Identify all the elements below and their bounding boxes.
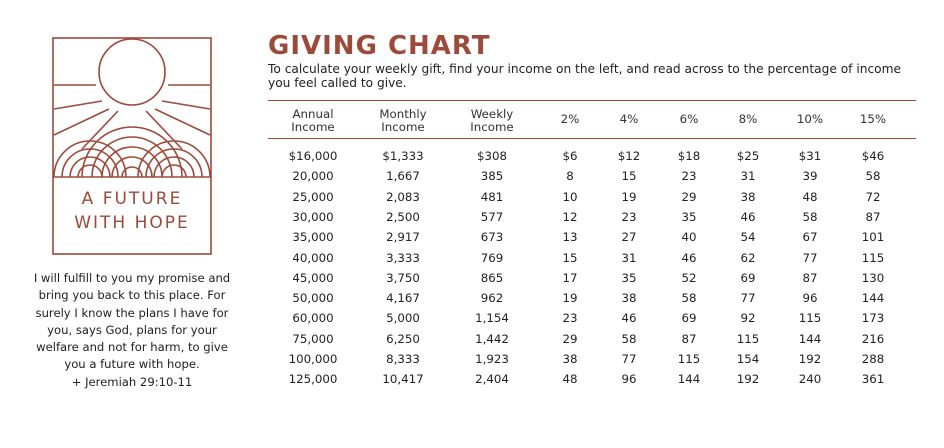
- column-header-line: 2%: [560, 112, 580, 126]
- column-header-line: Income: [470, 120, 514, 134]
- table-cell: 192: [736, 372, 760, 387]
- table-cell: 15: [562, 250, 578, 265]
- quote-line: welfare and not for harm, to give: [36, 340, 228, 355]
- table-cell: 46: [621, 311, 637, 326]
- logo-line-1: A FUTURE: [81, 189, 183, 209]
- table-cell: 4,167: [386, 291, 420, 306]
- table-cell: 101: [861, 230, 885, 245]
- table-cell: 1,154: [475, 311, 509, 326]
- column-header-weekly-income: [447, 108, 537, 134]
- table-cell: 8,333: [386, 352, 420, 366]
- table-cell: 13: [562, 230, 578, 245]
- table-cell: 23: [681, 169, 697, 184]
- table-cell: 23: [621, 209, 637, 224]
- table-cell: 29: [562, 331, 578, 346]
- table-cell: 361: [861, 372, 885, 387]
- table-cell: 50,000: [292, 291, 334, 306]
- table-cell: 96: [802, 291, 818, 306]
- quote-line: you, says God, plans for your: [47, 322, 217, 337]
- table-cell: 1,923: [475, 352, 509, 366]
- table-cell: $6: [562, 149, 578, 163]
- table-cell: 173: [861, 311, 885, 326]
- table-cell: 481: [480, 189, 504, 204]
- table-cell: 72: [865, 189, 881, 204]
- table-cell: 130: [861, 270, 885, 285]
- table-cell: 8: [566, 169, 574, 184]
- table-cell: 62: [740, 250, 756, 265]
- column-header-line: 10%: [796, 112, 824, 126]
- table-cell: $46: [861, 149, 885, 163]
- logo-text: [54, 187, 210, 235]
- table-cell: 144: [677, 372, 701, 387]
- table-cell: 60,000: [292, 311, 334, 326]
- column-header-line: 6%: [679, 112, 699, 126]
- table-cell: 5,000: [386, 311, 420, 326]
- logo-line-2: WITH HOPE: [74, 213, 190, 233]
- table-cell: 192: [798, 352, 822, 366]
- table-cell: 125,000: [288, 372, 338, 387]
- column-header-monthly-income: [358, 108, 448, 134]
- table-cell: 6,250: [386, 331, 420, 346]
- table-cell: 38: [562, 352, 578, 366]
- table-cell: 38: [740, 189, 756, 204]
- table-cell: 77: [802, 250, 818, 265]
- table-cell: $31: [798, 149, 822, 163]
- table-cell: $25: [736, 149, 760, 163]
- table-cell: 115: [736, 331, 760, 346]
- table-cell: 38: [621, 291, 637, 306]
- table-cell: 77: [621, 352, 637, 366]
- table-cell: 962: [480, 291, 504, 306]
- column-header-pct-15: [828, 113, 918, 126]
- table-cell: $18: [677, 149, 701, 163]
- table-cell: 1,442: [475, 331, 509, 346]
- table-cell: 45,000: [292, 270, 334, 285]
- column-header-line: Annual: [292, 107, 334, 121]
- quote-line: surely I know the plans I have for: [35, 305, 229, 320]
- table-cell: 87: [802, 270, 818, 285]
- column-header-line: Income: [381, 120, 425, 134]
- table-cell: 69: [681, 311, 697, 326]
- table-cell: $308: [476, 149, 508, 163]
- table-cell: 75,000: [292, 331, 334, 346]
- table-cell: 54: [740, 230, 756, 245]
- table-cell: 19: [621, 189, 637, 204]
- table-cell: 35: [621, 270, 637, 285]
- table-cell: 673: [480, 230, 504, 245]
- table-cell: 87: [681, 331, 697, 346]
- table-cell: 92: [740, 311, 756, 326]
- column-header-line: 15%: [859, 112, 887, 126]
- table-cell: 35,000: [292, 230, 334, 245]
- table-cell: 3,333: [386, 250, 420, 265]
- table-cell: 30,000: [292, 209, 334, 224]
- table-cell: 39: [802, 169, 818, 184]
- column-header-line: 8%: [738, 112, 758, 126]
- column-header-annual-income: [268, 108, 358, 134]
- quote-line: bring you back to this place. For: [38, 288, 226, 303]
- table-cell: 100,000: [288, 352, 338, 366]
- table-cell: 58: [865, 169, 881, 184]
- table-cell: 87: [865, 209, 881, 224]
- table-cell: 27: [621, 230, 637, 245]
- table-cell: 154: [736, 352, 760, 366]
- scripture-quote: [16, 270, 248, 391]
- column-header-line: Income: [291, 120, 335, 134]
- table-cell: 31: [621, 250, 637, 265]
- table-cell: 288: [861, 352, 885, 366]
- table-cell: 58: [802, 209, 818, 224]
- table-cell: 2,917: [386, 230, 420, 245]
- table-cell: 25,000: [292, 189, 334, 204]
- column-header-line: Weekly: [470, 107, 514, 121]
- table-top-rule: [268, 100, 916, 101]
- table-cell: 385: [480, 169, 504, 184]
- table-cell: 2,500: [386, 209, 420, 224]
- table-cell: 115: [861, 250, 885, 265]
- table-cell: 3,750: [386, 270, 420, 285]
- table-cell: 69: [740, 270, 756, 285]
- table-cell: 40: [681, 230, 697, 245]
- a-future-with-hope-logo: [52, 37, 212, 255]
- table-cell: 144: [798, 331, 822, 346]
- table-cell: 40,000: [292, 250, 334, 265]
- page-title: GIVING CHART: [268, 31, 491, 61]
- table-cell: 23: [562, 311, 578, 326]
- table-cell: 20,000: [292, 169, 334, 184]
- column-header-line: Monthly: [379, 107, 427, 121]
- table-cell: 2,083: [386, 189, 420, 204]
- table-cell: 46: [681, 250, 697, 265]
- table-cell: 46: [740, 209, 756, 224]
- quote-line: you a future with hope.: [64, 357, 200, 372]
- table-cell: $12: [617, 149, 641, 163]
- table-cell: 17: [562, 270, 578, 285]
- table-cell: 96: [621, 372, 637, 387]
- table-cell: 1,667: [386, 169, 420, 184]
- table-cell: 2,404: [475, 372, 509, 387]
- table-cell: 12: [562, 209, 578, 224]
- table-cell: $16,000: [288, 149, 338, 163]
- table-cell: 35: [681, 209, 697, 224]
- table-cell: $1,333: [382, 149, 424, 163]
- table-cell: 240: [798, 372, 822, 387]
- table-cell: 865: [480, 270, 504, 285]
- table-cell: 31: [740, 169, 756, 184]
- table-cell: 58: [681, 291, 697, 306]
- page-subtitle: To calculate your weekly gift, find your income on the left, and read across to the percentage of income you feel called to give.: [268, 62, 901, 90]
- table-cell: 48: [562, 372, 578, 387]
- table-cell: 577: [480, 209, 504, 224]
- table-cell: 29: [681, 189, 697, 204]
- table-cell: 58: [621, 331, 637, 346]
- table-cell: 144: [861, 291, 885, 306]
- table-cell: 48: [802, 189, 818, 204]
- table-cell: 216: [861, 331, 885, 346]
- table-cell: 77: [740, 291, 756, 306]
- table-header-rule: [268, 138, 916, 139]
- table-cell: 10,417: [382, 372, 424, 387]
- table-cell: 67: [802, 230, 818, 245]
- table-cell: 115: [798, 311, 822, 326]
- column-header-line: 4%: [619, 112, 639, 126]
- table-cell: 115: [677, 352, 701, 366]
- table-cell: 15: [621, 169, 637, 184]
- quote-citation: + Jeremiah 29:10-11: [71, 374, 193, 389]
- table-cell: 19: [562, 291, 578, 306]
- table-cell: 769: [480, 250, 504, 265]
- table-cell: 52: [681, 270, 697, 285]
- quote-line: I will fulfill to you my promise and: [33, 271, 231, 285]
- table-cell: 10: [562, 189, 578, 204]
